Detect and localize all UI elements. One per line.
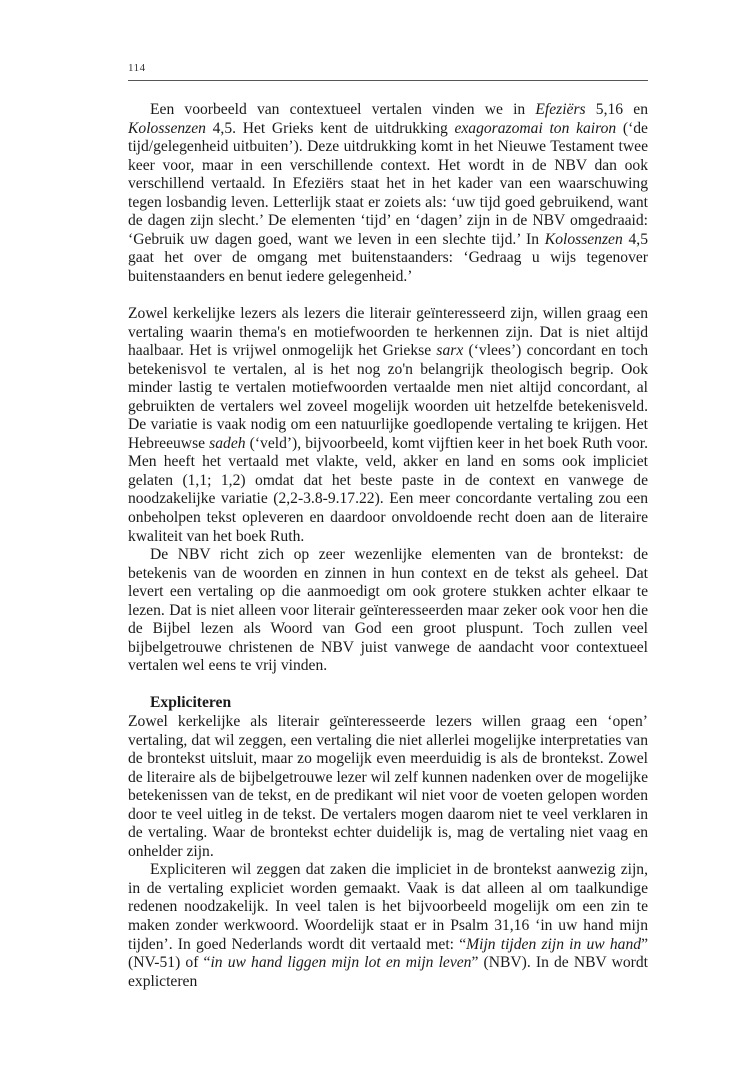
paragraph-explicitation [128,861,648,991]
book-reference: Kolossenzen [544,230,623,248]
section-heading: Expliciteren [150,694,232,712]
page-number: 114 [128,62,146,74]
text-run: (‘veld’), bijvoorbeeld, komt vijftien keer in het boek Ruth voor. Men heeft het vertaald met vlakte, veld, akker en land en soms ook impliciet gelaten (1,1; 1,2) omdat dat het beste paste in de context en vanwege de noodzakelijke variatie (2,2-3.8-9.17.22). Een meer concordante vertaling zou een onbeholpen tekst opleveren en daardoor onvoldoende recht doen aan de literaire kwaliteit van het boek Ruth. [128,434,648,545]
paragraph-gap [128,676,648,695]
paragraph-open-translation: Zowel kerkelijke als literair geïnteresseerde lezers willen graag een ‘open’ vertaling, dat wil zeggen, een vertaling die niet allerlei mogelijke interpretaties van de brontekst uitsluit, maar zo mogelijk even meerduidig is als de brontekst. Zowel de literaire als de bijbelgetrouwe lezer wil zelf kunnen nadenken over de mogelijke betekenissen van de tekst, en de predikant wil niet voor de voeten gelopen worden door te veel uitleg in de tekst. De vertalers mogen daarom niet te veel verklaren in de vertaling. Waar de brontekst echter duidelijk is, mag de vertaling niet vaag en onhelder zijn. [128,712,648,860]
paragraph-gap [128,286,648,305]
body-text [128,101,648,991]
quote-nbv: in uw hand liggen mijn lot en mijn leven [210,954,472,972]
text-run: (‘de tijd/gelegenheid uitbuiten’). Deze uitdrukking komt in het Nieuwe Testament twee keer voor, maar in een verschillende context. Het wordt in de NBV dan ook verschillend vertaald. In Efeziërs staat het in het kader van een waarschuwing tegen losbandig leven. Letterlijk staat er zoiets als: ‘uw tijd goed gebruikend, want de dagen zijn slecht.’ De elementen ‘tijd’ en ‘dagen’ zijn in de NBV omgedraaid: ‘Gebruik uw dagen goed, want we leven in een slechte tijd.’ In [128,119,648,248]
text-run: 5,16 en [585,101,648,118]
text-run: ” (NV-51) of “ [128,935,648,972]
text-run: ” (NBV). In de NBV wordt explicteren [128,954,648,990]
hebrew-term: sadeh [209,434,246,452]
header-rule [128,80,648,81]
paragraph-motif-words [128,305,648,546]
text-run: (‘vlees’) concordant en toch betekenisvol te vertalen, al is het nog zo'n belangrijk theologisch begrip. Ook minder lastig te vertalen motiefwoorden vertaalde men niet altijd concordant, al gebruikten de vertalers wel zoveel mogelijk woorden uit hetzelfde betekenisveld. De variatie is vaak nodig om een natuurlijke goedlopende vertaling te krijgen. Het Hebreeuwse [128,342,648,452]
paragraph-contextual-example [128,101,648,286]
text-run: Zowel kerkelijke lezers als lezers die literair geïnteresseerd zijn, willen graag een vertaling waarin thema's en motiefwoorden te herkennen zijn. Dat is niet altijd haalbaar. Het is vrijwel onmogelijk het Griekse [128,304,648,360]
book-reference: Kolossenzen [128,119,206,137]
greek-term: exagorazomai ton kairon [454,119,617,137]
book-reference: Efeziërs [535,101,586,118]
quote-nv51: Mijn tijden zijn in uw hand [466,935,642,953]
text-run: 4,5 gaat het over de omgang met buitenstaanders: ‘Gedraag u wijs tegenover buitenstaanders en benut iedere gelegenheid.’ [128,230,649,285]
paragraph-nbv-focus: De NBV richt zich op zeer wezenlijke elementen van de brontekst: de betekenis van de woorden en zinnen in hun context en de tekst als geheel. Dat levert een vertaling op die aanmoedigt om ook grotere stukken achter elkaar te lezen. Dat is niet alleen voor literair geïnteresseerden maar zeker ook voor hen die de Bijbel lezen als Woord van God een groot pluspunt. Toch zullen veel bijbelgetrouwe christenen de NBV juist vanwege de aandacht voor contextueel vertalen wel eens te vrij vinden. [128,546,648,675]
greek-term: sarx [436,342,464,360]
text-run: Een voorbeeld van contextueel vertalen vinden we in [150,101,536,118]
text-run: 4,5. Het Grieks kent de uitdrukking [205,119,455,137]
text-run: Expliciteren wil zeggen dat zaken die impliciet in de brontekst aanwezig zijn, in de vertaling expliciet worden gemaakt. Vaak is dat alleen al om taalkundige redenen noodzakelijk. In veel talen is het bijvoorbeeld mogelijk om een zin te maken zonder werkwoord. Woordelijk staat er in Psalm 31,16 ‘in uw hand mijn tijden’. In goed Nederlands wordt dit vertaald met: “ [128,861,648,953]
